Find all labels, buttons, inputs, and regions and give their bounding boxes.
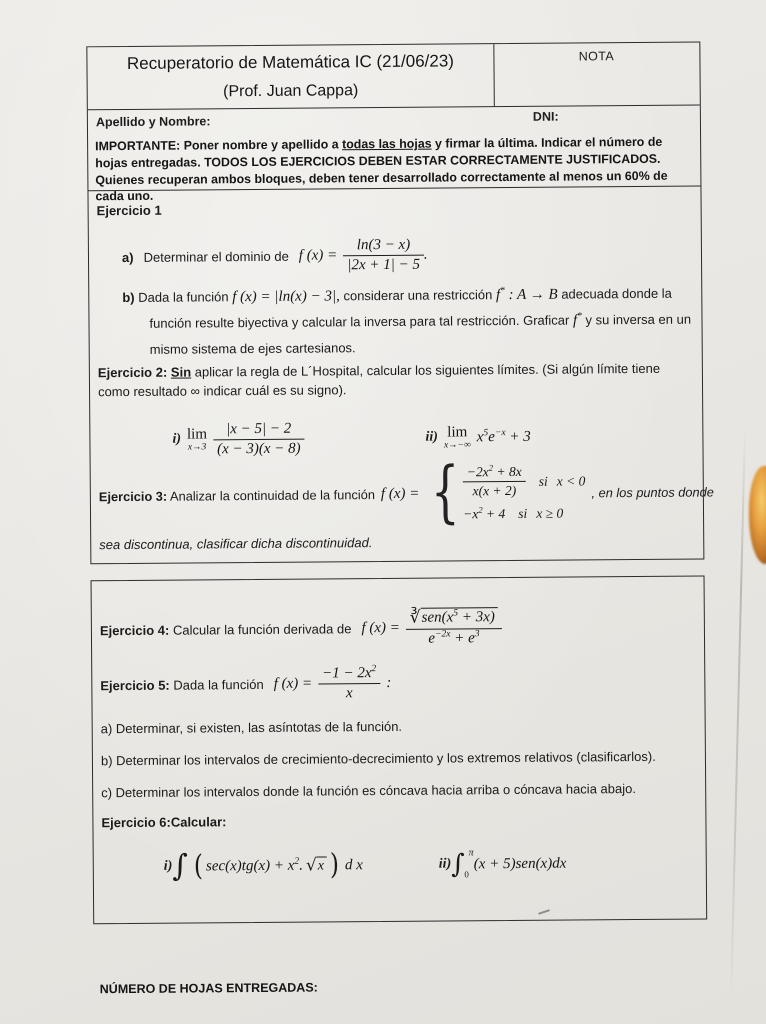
condition-expr: x < 0 <box>556 472 586 489</box>
exercise2-text: aplicar la regla de L´Hospital, calcular los siguientes límites. (Si algún límite tiene como resultado ∞ indicar cuál es su signo). <box>97 360 661 400</box>
exam-block2-box <box>91 575 708 924</box>
exercise3-tail-line: sea discontinua, clasificar dicha discontinuidad. <box>99 535 373 553</box>
item-b-math2: f* : A → B <box>495 285 558 304</box>
lim-subscript: x→−∞ <box>443 439 471 451</box>
item-a-text: Determinar el dominio de <box>143 248 289 265</box>
integral-i-label: i) <box>163 858 173 874</box>
radicand: $sen(x^5 + 3x)$ <box>421 607 498 627</box>
fraction-numerator: $-2x^2 + 8x$ <box>466 462 522 480</box>
lim-word: lim <box>447 423 468 440</box>
definite-integral <box>451 847 474 880</box>
left-paren: ( <box>193 849 204 883</box>
exercise4-row <box>100 596 502 661</box>
exercise2-sin-underlined: Sin <box>170 364 192 380</box>
condition-expr: x ≥ 0 <box>536 505 564 521</box>
integral-lower-limit: 0 <box>464 869 469 880</box>
item-b-text3: adecuada donde la función resulte biyectiva y calcular la inversa para tal restricción. Graficar <box>149 285 672 331</box>
exercise3-tail-inline: , en los puntos donde <box>591 483 714 500</box>
case1-condition <box>539 473 586 489</box>
exercise5-item-a: a) Determinar, si existen, las asíntotas de la función. <box>100 718 403 737</box>
exercise1-label: Ejercicio 1 <box>96 202 162 219</box>
item-a-fx: f (x) = <box>298 246 338 264</box>
item-b-math1: f (x) = |ln(x) − 3|, <box>232 288 340 306</box>
title-cell <box>87 44 494 109</box>
exercise5-fraction <box>318 662 380 702</box>
exercise4-fx: f (x) = <box>361 619 400 636</box>
nota-cell <box>493 43 699 107</box>
item-b-text2: considerar una restricción <box>343 287 493 304</box>
exercise5-item-c: c) Determinar los intervalos donde la función es cóncava hacia arriba o cóncava hacia abajo. <box>101 781 636 801</box>
exercise6-label: Ejercicio 6:Calcular: <box>101 814 227 831</box>
exercise2-heading <box>98 359 692 402</box>
lim-word: lim <box>186 425 208 443</box>
fraction-denominator: $e^{-2x} + e^3$ <box>406 628 502 648</box>
exercise1-item-a <box>122 229 428 283</box>
cube-root-icon: ∛ <box>409 607 421 628</box>
exercise3-text: Analizar la continuidad de la función <box>169 486 375 504</box>
fraction-denominator: x(x + 2) <box>463 481 526 499</box>
case1-fraction <box>463 464 526 499</box>
exercise4-label: Ejercicio 4: <box>99 622 170 638</box>
cube-root <box>410 607 498 627</box>
piecewise-case1 <box>463 463 586 499</box>
integral-icon: ∫ <box>172 848 189 884</box>
important-underlined: todas las hojas <box>341 136 432 152</box>
title-table <box>87 43 699 111</box>
fraction-numerator <box>406 607 502 629</box>
integral-icon: ∫ <box>451 849 465 880</box>
fraction-denominator: (x − 3)(x − 8) <box>213 438 305 458</box>
item-a-label: a) <box>121 249 134 265</box>
limit-ii-lim <box>444 425 471 450</box>
exercise4-fraction <box>406 607 502 648</box>
exercise3-row <box>99 453 715 534</box>
si-word: si <box>538 473 548 489</box>
square-root-icon: √ <box>305 855 317 876</box>
professor-name: (Prof. Juan Cappa) <box>223 82 359 101</box>
right-paren: ) <box>329 848 340 882</box>
exercise2-label: Ejercicio 2: <box>97 364 168 381</box>
item-a-period: . <box>423 246 428 263</box>
fraction-denominator: |2x + 1| − 5 <box>343 254 424 274</box>
limit-i-label: i) <box>172 431 182 447</box>
si-word: si <box>518 505 528 521</box>
exercise3-heading <box>99 487 375 504</box>
exercise5-text: Dada la función <box>173 676 264 693</box>
limit-ii-label: ii) <box>425 429 438 445</box>
important-pre: IMPORTANTE: Poner nombre y apellido a <box>95 137 343 154</box>
exercise1-item-b <box>122 280 713 362</box>
nota-label: NOTA <box>578 49 615 64</box>
piecewise-function <box>425 453 586 532</box>
limit-i-fraction <box>213 420 305 458</box>
exercise5-fx: f (x) = <box>273 675 313 692</box>
item-b-text1: Dada la función <box>138 289 229 305</box>
fraction-numerator: $-1 - 2x^2$ <box>321 662 377 681</box>
item-b-math3: f* <box>572 310 582 329</box>
exercise5-colon: : <box>386 674 392 691</box>
radicand: x <box>317 856 327 874</box>
exercise5-heading <box>100 676 263 692</box>
item-b-label: b) <box>122 289 135 306</box>
case2-condition <box>518 506 563 522</box>
integral-ii-label: ii) <box>438 856 452 872</box>
integral-ii-integrand: (x + 5)sen(x)dx <box>473 855 567 872</box>
item-b-text4: y su inversa en un mismo sistema de ejes cartesianos. <box>149 311 692 357</box>
lim-subscript: x→3 <box>187 441 207 453</box>
exercise5-label: Ejercicio 5: <box>100 677 170 693</box>
limit-i-lim <box>187 427 207 452</box>
piecewise-case2 <box>463 505 586 522</box>
important-post: y firmar la última. Indicar el número de hojas entregadas. TODOS LOS EJERCICIOS DEBEN ESTAR CORRECTAMENTE JUSTIFICADOS. Quienes recuperan ambos bloques, deben tener desarrollado correctamente al menos un 60% de cada uno. <box>95 134 668 204</box>
exercise4-heading <box>100 621 352 638</box>
dni-field-label: DNI: <box>532 109 559 124</box>
piecewise-brace: { <box>431 453 461 532</box>
exam-title: Recuperatorio de Matemática IC (21/06/23) <box>126 51 455 73</box>
important-notice <box>88 130 700 204</box>
case2-expression: $-x^2 + 4$ <box>463 504 506 522</box>
exercise5-row <box>100 659 391 709</box>
piecewise-rows <box>463 463 586 522</box>
fraction-numerator: ln(3 − x) <box>356 236 411 253</box>
exercise3-fx: f (x) = <box>380 485 420 502</box>
integral-i-integrand: $\sec(x)tg(x) + x^2$. <box>205 855 303 874</box>
exercise5-item-b: b) Determinar los intervalos de crecimiento-decrecimiento y los extremos relativos (clasificarlos). <box>100 748 656 769</box>
exam-block1-box <box>86 41 714 564</box>
integral-upper-limit: π <box>468 847 474 859</box>
exercise3-label: Ejercicio 3: <box>98 488 168 504</box>
exercise6-integral-ii <box>439 836 567 893</box>
fraction-numerator: |x − 5| − 2 <box>226 420 292 437</box>
square-root <box>306 856 327 874</box>
limit-ii-expression: $x^5e^{-x} + 3$ <box>476 426 531 445</box>
exercise6-integral-i <box>164 837 364 895</box>
integral-i-dx: d x <box>344 856 363 873</box>
name-field-label: Apellido y Nombre: <box>95 114 211 130</box>
item-a-fraction <box>343 236 424 274</box>
exercise4-text: Calcular la función derivada de <box>172 620 352 638</box>
pages-submitted-label: NÚMERO DE HOJAS ENTREGADAS: <box>99 980 318 997</box>
fraction-denominator: x <box>318 683 380 702</box>
